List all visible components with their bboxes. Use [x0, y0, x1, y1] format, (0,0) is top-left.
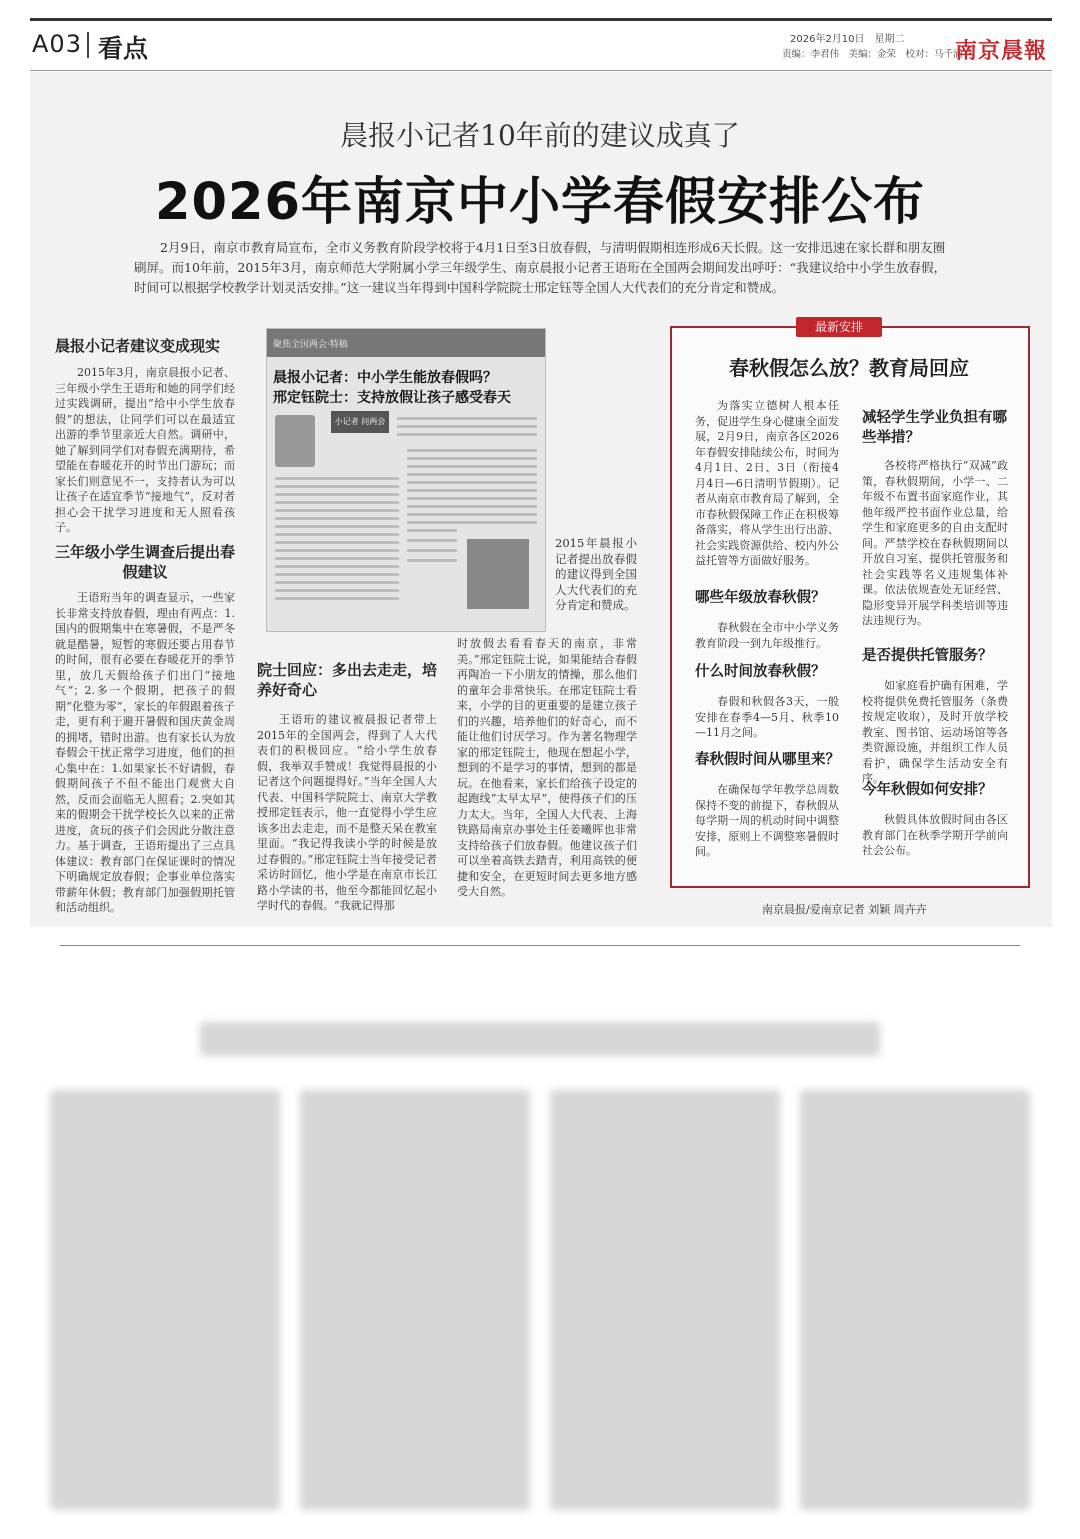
article-lead: 2月9日，南京市教育局宣布，全市义务教育阶段学校将于4月1日至3日放春假，与清明假期相连形成6天长假。这一安排迅速在家长群和朋友圈刷屏。而10年前，2015年3月，南京师范大学附属小学三年级学生、南京晨报小记者王语珩在全国两会期间发出呼吁：“我建议给中小学生放春假，时间可以根据学校教学计划灵活安排。”这一建议当年得到中国科学院院士邢定钰等全国人大代表们的充分肯定和赞成。	[134, 240, 947, 295]
section-divider	[60, 945, 1020, 946]
clipping-text-line	[407, 497, 537, 500]
article-headline: 2026年南京中小学春假安排公布	[155, 173, 925, 232]
clipping-caption: 2015年晨报小记者提出放春假的建议得到全国人大代表们的充分肯定和赞成。	[555, 536, 637, 612]
clipping-text-line	[275, 573, 399, 576]
question-grades: 哪些年级放春秋假？	[695, 590, 826, 606]
subhead-3: 院士回应：多出去走走，培养好奇心	[257, 661, 438, 699]
clipping-text-line	[407, 457, 537, 460]
issue-date: 2026年2月10日 星期二	[790, 34, 905, 45]
clipping-text-line	[397, 425, 537, 428]
clipping-text-line	[275, 597, 399, 600]
clipping-text-line	[407, 473, 537, 476]
question-when: 什么时间放春秋假？	[695, 664, 826, 680]
blurred-column	[550, 1090, 780, 1510]
answer-when: 春假和秋假各3天，一般安排在春季4—5月、秋季10—11月之间。	[695, 695, 839, 739]
column1-text-1: 2015年3月，南京晨报小记者、三年级小学生王语珩和她的同学们经过实践调研，提出“给中小学生放春假”的想法，让同学们可以在最适宜出游的季节里亲近大自然。调研中，她了解到同学们对春假充满期待，希望能在春暖花开的时节出门游玩；而家长们则意见不一，支持者认为可以让孩子在适宜季节“接地气”，反对者担心会干扰学习进度和无人照看孩子。	[55, 366, 235, 534]
sidebar-title: 春秋假怎么放？教育局回应	[729, 356, 969, 380]
answer-autumn: 秋假具体放假时间由各区教育部门在秋季学期开学前向社会公布。	[862, 813, 1008, 857]
clipping-text-line	[407, 505, 537, 508]
clipping-text-line	[275, 501, 399, 504]
header-separator	[87, 32, 89, 58]
clipping-text-line	[407, 521, 537, 524]
section-title: 看点	[98, 34, 149, 63]
subhead-2: 三年级小学生调查后提出春假建议	[55, 543, 236, 581]
clipping-text-line	[275, 581, 399, 584]
clipping-text-line	[407, 539, 457, 542]
page-number: A03	[32, 30, 82, 58]
clipping-text-line	[275, 485, 399, 488]
column3-text: 时放假去看看春天的南京，非常美。”邢定钰院士说，如果能结合春假再陶冶一下小朋友的情操，那么他们的童年会非常快乐。在邢定钰院士看来，小学的目的更重要的是建立孩子们的兴趣，培养他们的好奇心，而不能让他们讨厌学习。作为著名物理学家的邢定钰院士，他现在想起小学，想到的不是学习的事情，想到的都是玩。在他看来，家长们给孩子设定的起跑线“太早太早”，使得孩子们的压力太大。当年，全国人大代表、上海铁路局南京办事处主任姜曦晖也非常支持给孩子们放春假。他建议孩子们可以坐着高铁去踏青，利用高铁的便捷和安全，在更短时间去更多地方感受大自然。	[457, 637, 637, 898]
column2-text: 王语珩的建议被晨报记者带上2015年的全国两会，得到了人大代表们的积极回应。“给小学生放春假，我举双手赞成！我觉得晨报的小记者这个问题提得好。”当年全国人大代表、中国科学院院士、南京大学教授邢定钰表示，他一直觉得小学生应该多出去走走，而不是整天呆在教室里面。“我记得我读小学的时候是放过春假的。”邢定钰院士当年接受记者采访时回忆，他小学是在南京市长江路小学读的书，他至今都能回忆起小学时代的春假。“我就记得那	[257, 713, 437, 912]
newspaper-clipping-image	[266, 328, 546, 632]
blurred-column	[50, 1090, 280, 1510]
clipping-text-line	[407, 529, 457, 532]
clipping-text-line	[275, 525, 399, 528]
clipping-text-line	[275, 549, 399, 552]
clipping-text-line	[407, 513, 537, 516]
clipping-text-line	[397, 417, 537, 420]
clipping-logo: 小记者 问两会	[331, 411, 389, 433]
clipping-text-line	[407, 449, 537, 452]
answer-childcare: 如家庭看护确有困难，学校将提供免费托管服务（条费按规定收取），及时开放学校教室、图书馆、运动场馆等各类资源设施，并组织工作人员看护，确保学生活动安全有序。	[862, 679, 1008, 785]
clipping-text-line	[397, 433, 537, 436]
article-kicker: 晨报小记者10年前的建议成真了	[340, 119, 740, 152]
clipping-text-line	[275, 565, 399, 568]
clipping-headline-1: 晨报小记者：中小学生能放春假吗？	[273, 370, 497, 386]
blurred-content-area	[30, 960, 1052, 1530]
clipping-headline-2: 邢定钰院士：支持放假让孩子感受春天	[273, 390, 511, 406]
answer-source: 在确保每学年教学总周数保持不变的前提下，春秋假从每学期一周的机动时间中调整安排，原则上不调整寒暑假时间。	[695, 783, 839, 858]
clipping-text-line	[407, 481, 537, 484]
blurred-headline	[200, 1022, 880, 1056]
answer-burden: 各校将严格执行“双减”政策，春秋假期间，小学一、二年级不布置书面家庭作业，其他年级严控书面作业总量，给学生和家庭更多的自由支配时间。严禁学校在春秋假期间以开放自习室、提供托管服务和社会实践等名义违规集体补课。依法依规查处无证经营、隐形变异开展学科类培训等违法违规行为。	[862, 459, 1008, 627]
clipping-banner-text: 聚焦全国两会·特稿	[273, 340, 348, 350]
clipping-text-line	[407, 559, 457, 562]
byline: 南京晨报/爱南京记者 刘颖 周卉卉	[762, 903, 927, 916]
clipping-text-line	[275, 509, 399, 512]
clipping-text-line	[275, 493, 399, 496]
header-rule	[30, 18, 1052, 21]
answer-grades: 春秋假在全市中小学义务教育阶段一到九年级推行。	[695, 621, 839, 650]
clipping-text-line	[407, 465, 537, 468]
question-autumn: 今年秋假如何安排？	[862, 782, 993, 798]
subhead-1: 晨报小记者建议变成现实	[55, 337, 221, 355]
blurred-column	[800, 1090, 1030, 1510]
clipping-text-line	[275, 557, 399, 560]
question-source: 春秋假时间从哪里来？	[695, 752, 840, 768]
clipping-text-line	[275, 517, 399, 520]
clipping-text-line	[407, 489, 537, 492]
sidebar-badge: 最新安排	[796, 317, 882, 337]
clipping-text-line	[275, 541, 399, 544]
newspaper-logo: 南京晨報	[955, 38, 1048, 64]
clipping-text-line	[275, 477, 399, 480]
sidebar-intro: 为落实立德树人根本任务，促进学生身心健康全面发展，2月9日，南京各区2026年春假安排陆续公布，时间为4月1日、2日、3日（衔接4月4日—6日清明节假期）。记者从南京市教育局了解到，全市春秋假保障工作正在积极筹备落实，将从学生出行出游、社会实践资源供给、校内外公益托管等方面做好服务。	[695, 399, 839, 567]
question-childcare: 是否提供托管服务？	[862, 648, 993, 664]
column1-text-2: 王语珩当年的调查显示，一些家长非常支持放春假，理由有两点：1.国内的假期集中在寒暑假，不是严冬就是酷暑，短暂的寒假还要占用春节的时间，很有必要在春暖花开的季节里，放几天假给孩子们出门“接地气”；2.多一个假期，把孩子的假期“化整为零”，家长的年假跟着孩子走，更有利于避开暑假和国庆黄金周的拥堵，错时出游。也有家长认为放春假会干扰正常学习进度，他们的担心集中在：1.如果家长不好请假，春假期间孩子不但不能出门观赏大自然，反而会面临无人照看；2.突如其来的假期会干扰学校长久以来的正常进度，贪玩的孩子们会因此分散注意力。基于调查，王语珩提出了三点具体建议：教育部门在保证课时的情况下明确规定放春假；企事业单位落实带薪年休假；教育部门加强假期托管和活动组织。	[55, 591, 235, 914]
clipping-text-line	[275, 589, 399, 592]
question-burden: 减轻学生学业负担有哪些举措？	[862, 410, 1007, 446]
editor-credits: 责编：李君伟 美编：金荣 校对：马千涌	[782, 49, 963, 60]
clipping-text-line	[275, 533, 399, 536]
blurred-column	[300, 1090, 530, 1510]
clipping-text-line	[407, 549, 457, 552]
header-rule-bottom	[30, 70, 1052, 71]
clipping-photo-academician	[467, 539, 529, 609]
clipping-photo-girl	[275, 415, 315, 467]
